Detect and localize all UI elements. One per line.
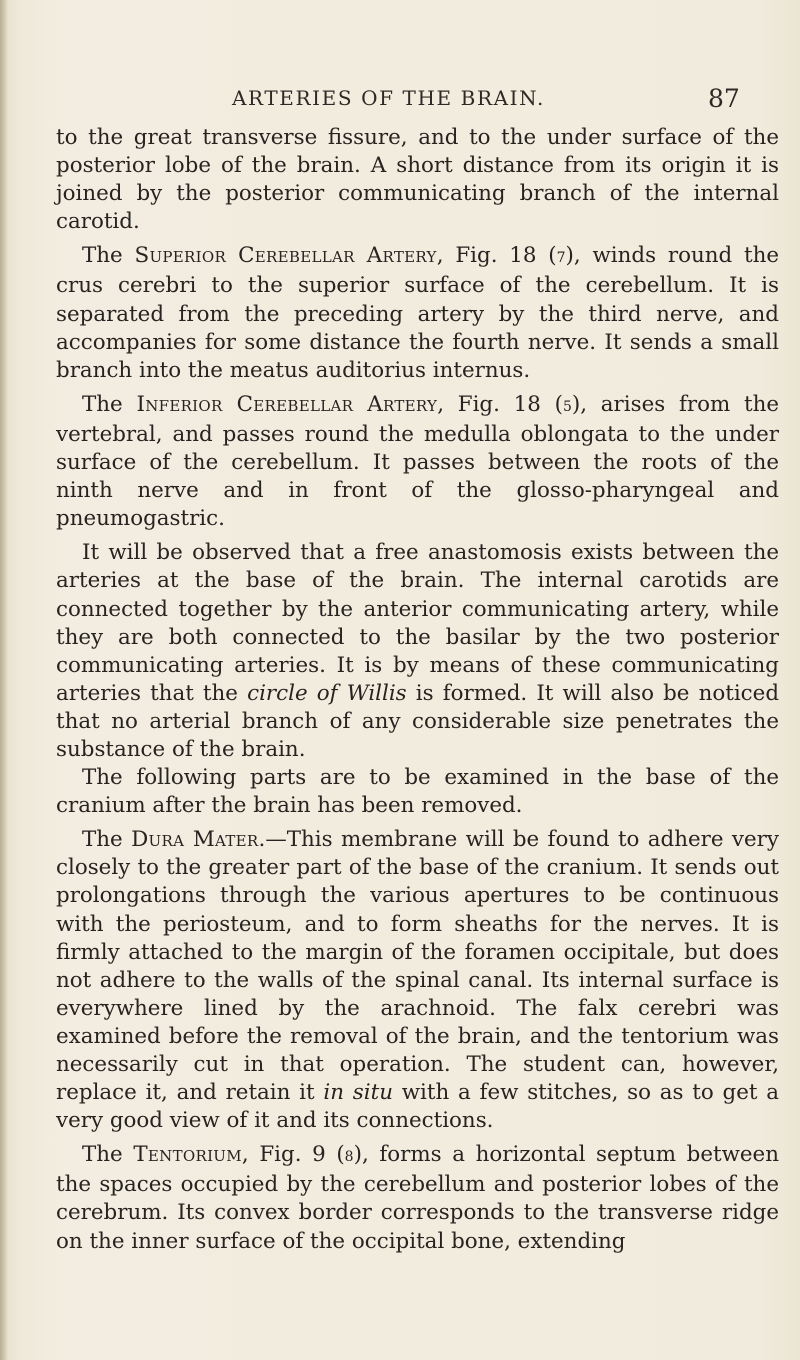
figure-reference: , Fig. 9 ( [241,1142,345,1168]
section-term: Dura Mater [131,827,259,853]
figure-label: 7 [556,250,566,267]
paragraph-text: ), winds round the crus cerebri to the superior surface of the cerebellum. It is separated from the preceding artery by the third nerve, and accompanies for some distance the fourth nerve. It sends a small branch into the meatus auditorius internus. [56,243,780,383]
paragraph-text: It will be observed that a free anastomosis exists between the arteries at the base of the brain. The internal carotids are connected together by the anterior communicating artery, while they are both connected to the basilar by the two posterior communicating arteries. It is by means of these communicating arteries that the [56,540,779,706]
running-head: ARTERIES OF THE BRAIN. [232,86,545,110]
paragraph-dura-mater [56,826,779,1135]
figure-reference: , Fig. 18 ( [437,391,563,417]
figure-label: 8 [344,1149,354,1166]
italic-term: circle of Willis [247,680,407,706]
section-term: Superior Cerebellar Artery [134,243,437,269]
italic-term: in situ [323,1080,393,1106]
paragraph-superior-cerebellar-artery [56,242,779,384]
paragraph-base-of-cranium: The following parts are to be examined in the base of the cranium after the brain has been removed. [56,765,779,819]
paragraph-lead: The [82,391,137,417]
section-term: Inferior Cerebellar Artery [136,391,438,417]
paragraph-text: with a few stitches, so as to get a very good view of it and its connections. [56,1080,779,1134]
body-text [56,124,779,1256]
paragraph-lead: The [82,827,132,853]
paragraph-text: .—This membrane will be found to adhere very closely to the greater part of the base of the cranium. It sends out prolongations through the various apertures to be continuous with the periosteum, and to form sheaths for the nerves. It is firmly attached to the margin of the foramen occipitale, but does not adhere to the walls of the spinal canal. Its internal surface is everywhere lined by the arachnoid. The falx cerebri was examined before the removal of the brain, and the tentorium was necessarily cut in that operation. The student can, however, replace it, and retain it [56,827,779,1106]
paragraph-continuation: to the great transverse fissure, and to the under surface of the posterior lobe of the brain. A short distance from its origin it is joined by the posterior communicating branch of the internal carotid. [56,125,779,235]
paragraph-circle-of-willis [56,539,779,764]
paragraph-text: is formed. It will also be noticed that no arterial branch of any considerable size penetrates the substance of the brain. [56,680,780,762]
paragraph-text: ), arises from the vertebral, and passes round the medulla oblongata to the under surface of the cerebellum. It passes between the roots of the ninth nerve and in front of the glosso-pharyngeal and pneumogastric. [56,391,780,532]
section-term: Tentorium [133,1142,242,1168]
figure-reference: , Fig. 18 ( [436,243,557,269]
paragraph-text: ), forms a horizontal septum between the spaces occupied by the cerebellum and posterior lobes of the cerebrum. Its convex border corresponds to the transverse ridge on the inner surface of the occipital bone, extending [56,1142,779,1254]
page-number: 87 [708,84,740,113]
page-binding-edge [0,0,8,1360]
paragraph-tentorium [56,1141,779,1255]
paragraph-lead: The [82,1142,134,1168]
paragraph-lead: The [82,243,135,269]
paragraph-inferior-cerebellar-artery [56,391,779,533]
figure-label: 5 [562,398,572,415]
